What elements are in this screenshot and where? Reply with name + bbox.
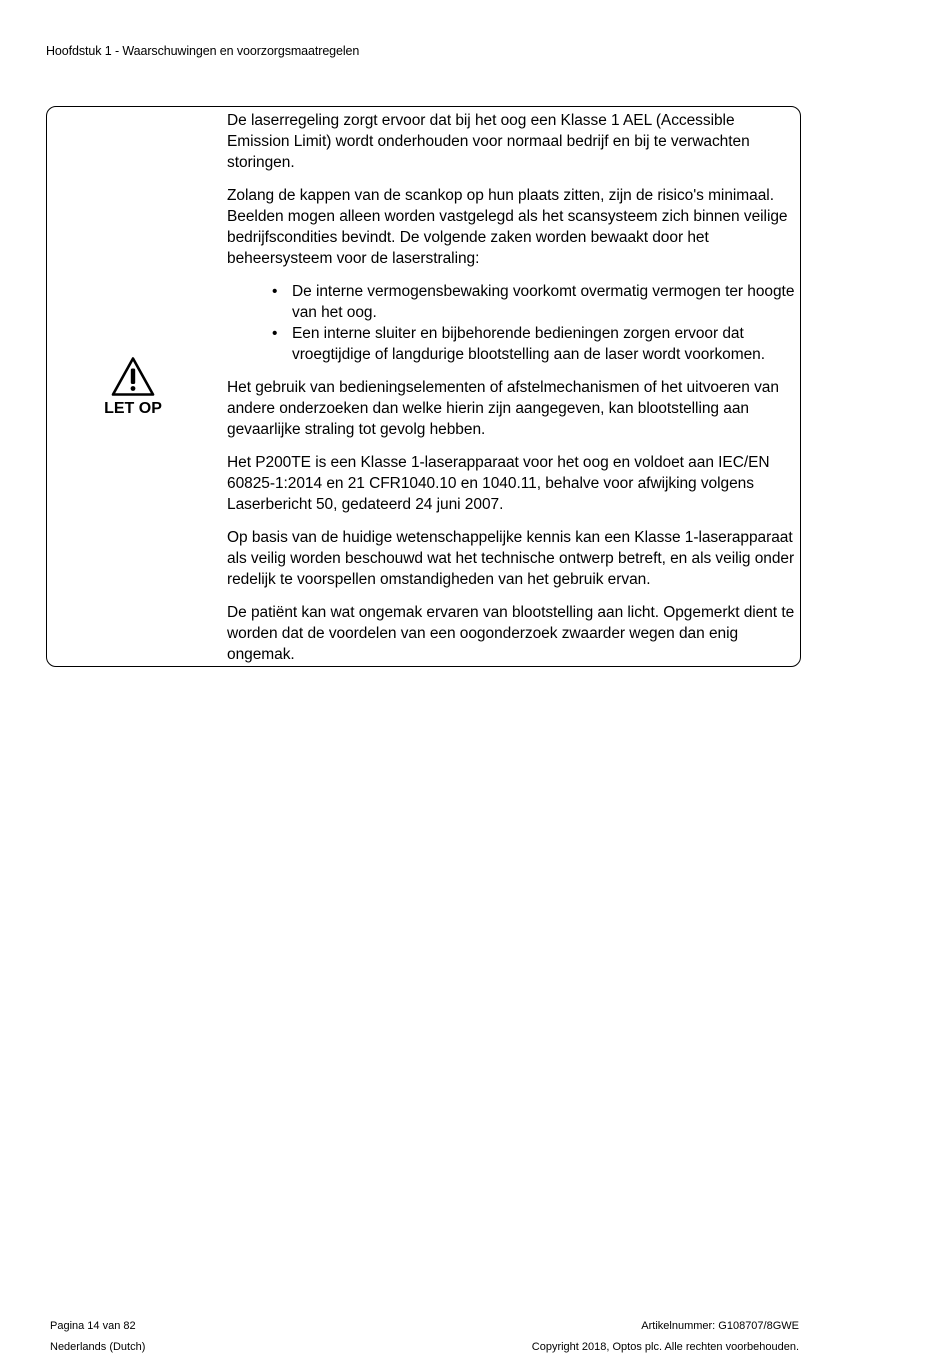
caution-bullet-list [227,281,797,365]
running-header: Hoofdstuk 1 - Waarschuwingen en voorzorgsmaatregelen [46,44,360,58]
caution-paragraph: Het gebruik van bedieningselementen of afstelmechanismen of het uitvoeren van andere onderzoeken dan welke hierin zijn aangegeven, kan blootstelling aan gevaarlijke straling tot gevolg hebben. [227,379,779,438]
caution-symbol [47,107,222,666]
caution-box [46,106,801,667]
caution-paragraph: De patiënt kan wat ongemak ervaren van blootstelling aan licht. Opgemerkt dient te worden dat de voordelen van een oogonderzoek zwaarder wegen dan enig ongemak. [227,604,795,663]
footer-right [532,1316,799,1358]
page-number: Pagina 14 van 82 [50,1320,136,1332]
caution-bullet-item: • Een interne sluiter en bijbehorende bedieningen zorgen ervoor dat vroegtijdige of langdurige blootstelling aan de laser wordt voorkomen. [292,323,797,365]
caution-content [227,110,797,677]
caution-paragraph: Zolang de kappen van de scankop op hun plaats zitten, zijn de risico's minimaal. Beelden mogen alleen worden vastgelegd als het scansysteem zich binnen veilige bedrijfscondities bevindt. De volgende zaken worden bewaakt door het beheersysteem voor de laserstraling: [227,187,788,267]
caution-paragraph: Op basis van de huidige wetenschappelijke kennis kan een Klasse 1-laserapparaat als veilig worden beschouwd wat het technische ontwerp betreft, en als veilig onder redelijk te voorspellen omstandigheden van het gebruik ervan. [227,529,795,588]
caution-bullet-item: • De interne vermogensbewaking voorkomt overmatig vermogen ter hoogte van het oog. [292,281,797,323]
article-number: Artikelnummer: G108707/8GWE [641,1320,799,1332]
document-language: Nederlands (Dutch) [50,1341,146,1353]
caution-paragraph: De laserregeling zorgt ervoor dat bij het oog een Klasse 1 AEL (Accessible Emission Limit) wordt onderhouden voor normaal bedrijf en bij te verwachten storingen. [227,112,750,171]
caution-label: LET OP [104,400,162,417]
copyright-notice: Copyright 2018, Optos plc. Alle rechten voorbehouden. [531,1341,799,1353]
footer-left [50,1316,145,1358]
warning-triangle-icon [111,356,155,397]
caution-paragraph: Het P200TE is een Klasse 1-laserapparaat voor het oog en voldoet aan IEC/EN 60825-1:2014 en 21 CFR1040.10 en 1040.11, behalve voor afwijking volgens Laserbericht 50, gedateerd 24 juni 2007. [227,454,770,513]
